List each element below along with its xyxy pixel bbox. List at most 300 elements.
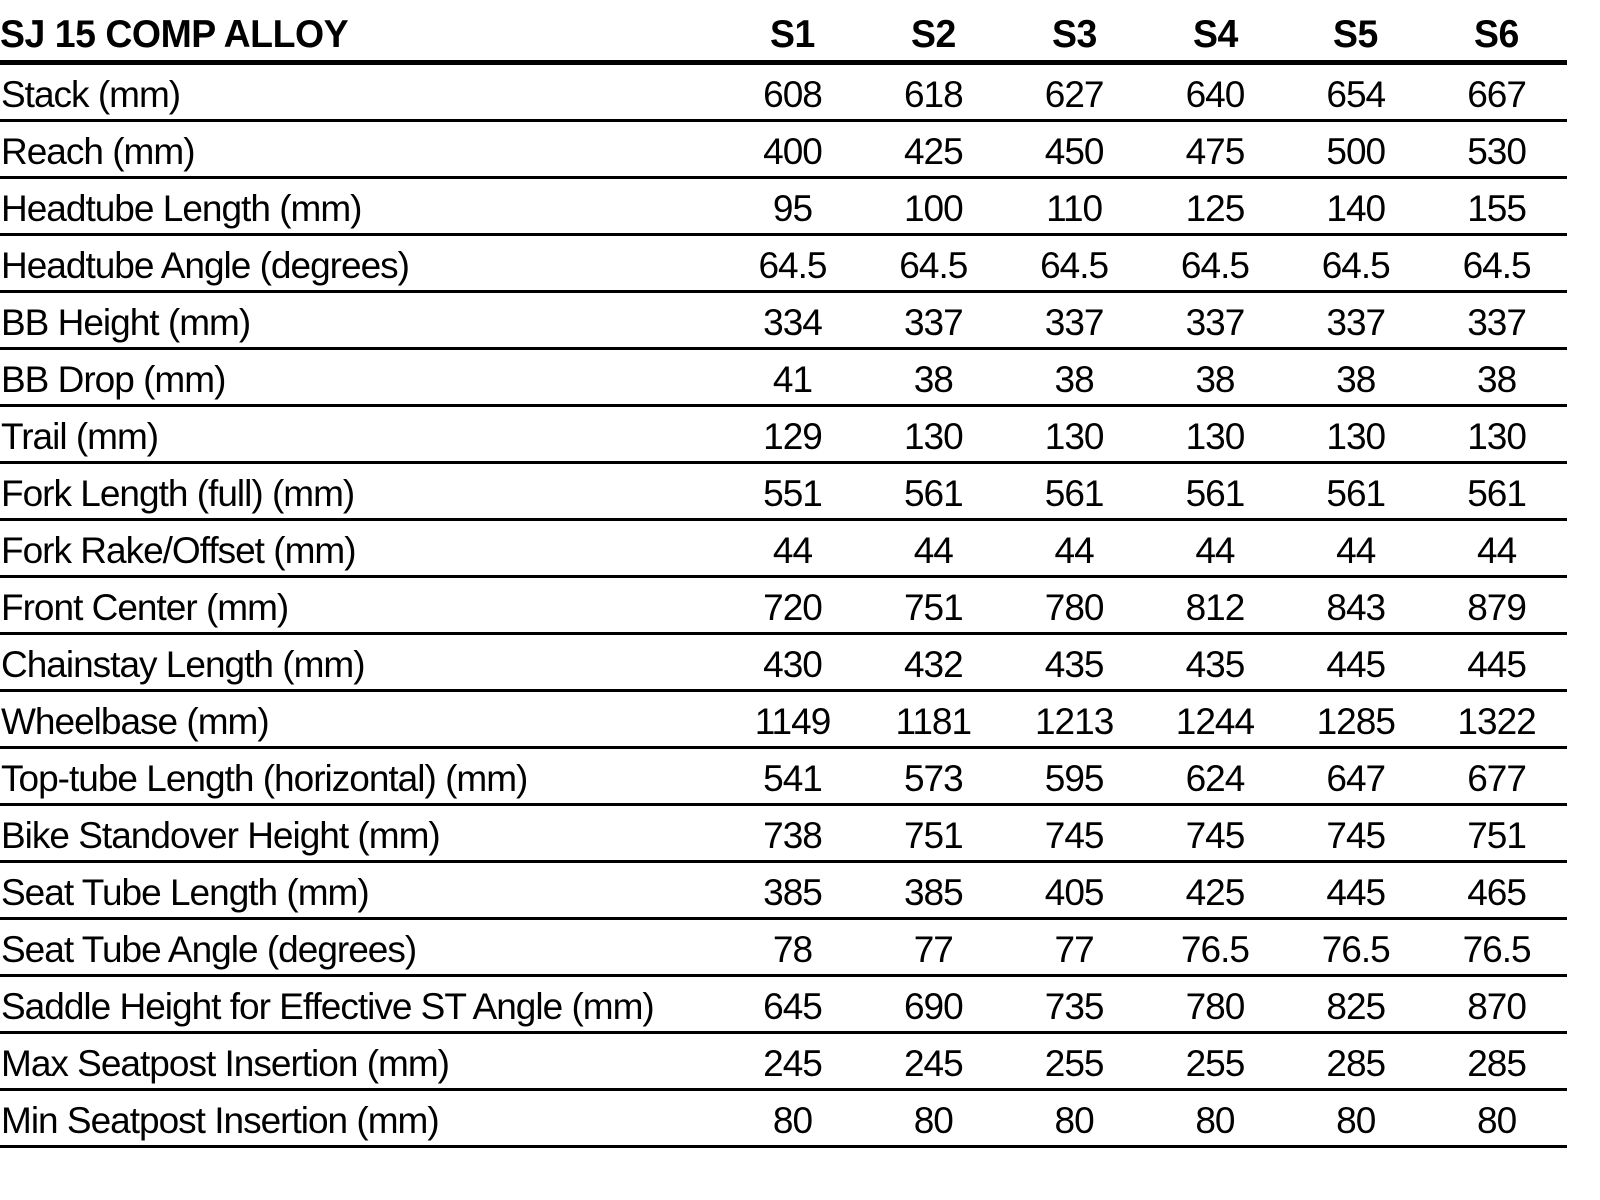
value-cell (1145, 463, 1286, 520)
row-label-text: Stack (mm) (1, 73, 181, 115)
value-cell (722, 862, 863, 919)
size-label: S4 (1192, 13, 1238, 56)
value-text: 130 (903, 415, 963, 457)
value-cell (1426, 349, 1567, 406)
row-label (0, 121, 722, 178)
row-label (0, 1090, 722, 1147)
value-text: 64.5 (1180, 244, 1249, 286)
value-text: 879 (1467, 586, 1526, 628)
table-row (0, 919, 1567, 976)
value-text: 825 (1326, 985, 1386, 1027)
row-label-text: Bike Standover Height (mm) (1, 814, 440, 856)
value-cell (1004, 463, 1145, 520)
value-text: 618 (903, 73, 963, 115)
value-text: 95 (772, 187, 813, 229)
value-cell (863, 748, 1004, 805)
value-text: 435 (1044, 643, 1104, 685)
value-text: 551 (763, 472, 822, 514)
value-cell (1004, 121, 1145, 178)
value-cell (1285, 63, 1426, 121)
value-cell (1004, 1090, 1145, 1147)
model-title-text: SJ 15 COMP ALLOY (0, 13, 349, 56)
value-cell (1426, 748, 1567, 805)
value-text: 812 (1185, 586, 1245, 628)
value-cell (863, 63, 1004, 121)
value-cell (722, 805, 863, 862)
value-text: 870 (1467, 985, 1526, 1027)
value-cell (863, 691, 1004, 748)
row-label (0, 406, 722, 463)
value-text: 435 (1185, 643, 1245, 685)
table-row (0, 805, 1567, 862)
value-text: 64.5 (758, 244, 827, 286)
value-cell (1426, 1090, 1567, 1147)
table-row (0, 349, 1567, 406)
value-text: 624 (1185, 757, 1245, 799)
value-text: 745 (1326, 814, 1386, 856)
value-text: 76.5 (1180, 928, 1249, 970)
value-cell (1426, 577, 1567, 634)
value-cell (1285, 349, 1426, 406)
value-cell (1426, 1033, 1567, 1090)
size-label: S5 (1333, 13, 1379, 56)
value-text: 720 (763, 586, 822, 628)
row-label (0, 235, 722, 292)
value-text: 1149 (754, 700, 831, 742)
value-cell (1285, 520, 1426, 577)
value-cell (1426, 805, 1567, 862)
model-title (0, 0, 722, 63)
value-cell (863, 577, 1004, 634)
value-cell (1145, 292, 1286, 349)
value-cell (863, 406, 1004, 463)
value-cell (1285, 919, 1426, 976)
value-cell (722, 178, 863, 235)
row-label-text: Headtube Length (mm) (1, 187, 362, 229)
value-text: 445 (1326, 871, 1386, 913)
table-row (0, 1090, 1567, 1147)
row-label-text: BB Drop (mm) (1, 358, 226, 400)
value-cell (1145, 1033, 1286, 1090)
value-cell (1145, 634, 1286, 691)
value-text: 44 (1336, 529, 1376, 571)
size-header-s4 (1145, 0, 1286, 63)
value-text: 654 (1326, 73, 1386, 115)
row-label (0, 463, 722, 520)
value-cell (1004, 748, 1145, 805)
value-text: 337 (1185, 301, 1245, 343)
value-text: 337 (1467, 301, 1526, 343)
size-label: S1 (770, 13, 815, 56)
value-cell (863, 178, 1004, 235)
value-cell (1426, 63, 1567, 121)
table-row (0, 63, 1567, 121)
table-row (0, 862, 1567, 919)
value-cell (1145, 121, 1286, 178)
value-text: 64.5 (1040, 244, 1109, 286)
value-cell (1004, 63, 1145, 121)
value-text: 1244 (1175, 700, 1255, 742)
value-cell (1004, 406, 1145, 463)
value-text: 780 (1185, 985, 1245, 1027)
table-row (0, 1033, 1567, 1090)
table-row (0, 121, 1567, 178)
value-cell (863, 121, 1004, 178)
size-header-s5 (1285, 0, 1426, 63)
value-cell (722, 463, 863, 520)
table-row (0, 235, 1567, 292)
value-text: 561 (903, 472, 963, 514)
row-label-text: Wheelbase (mm) (1, 700, 269, 742)
table-row (0, 691, 1567, 748)
value-text: 608 (763, 73, 822, 115)
size-label: S3 (1051, 13, 1097, 56)
row-label-text: Chainstay Length (mm) (1, 643, 365, 685)
value-text: 1322 (1457, 700, 1536, 742)
value-cell (1426, 235, 1567, 292)
value-text: 140 (1326, 187, 1386, 229)
value-text: 44 (913, 529, 953, 571)
size-label: S2 (910, 13, 956, 56)
value-text: 44 (1054, 529, 1094, 571)
value-cell (1145, 406, 1286, 463)
value-cell (1426, 292, 1567, 349)
value-text: 500 (1326, 130, 1386, 172)
value-text: 64.5 (899, 244, 968, 286)
value-cell (722, 520, 863, 577)
value-cell (1145, 63, 1286, 121)
value-text: 76.5 (1462, 928, 1531, 970)
value-text: 541 (763, 757, 822, 799)
value-text: 337 (903, 301, 963, 343)
value-text: 751 (903, 586, 963, 628)
row-label (0, 748, 722, 805)
value-text: 561 (1185, 472, 1245, 514)
value-cell (1145, 178, 1286, 235)
value-cell (1426, 520, 1567, 577)
value-cell (1285, 406, 1426, 463)
value-cell (1285, 292, 1426, 349)
value-cell (1426, 121, 1567, 178)
value-text: 465 (1467, 871, 1526, 913)
value-text: 751 (903, 814, 963, 856)
value-text: 285 (1326, 1042, 1386, 1084)
value-text: 245 (903, 1042, 963, 1084)
row-label-text: Fork Rake/Offset (mm) (1, 529, 356, 571)
value-text: 843 (1326, 586, 1386, 628)
value-cell (1426, 406, 1567, 463)
value-text: 530 (1467, 130, 1526, 172)
value-text: 738 (763, 814, 822, 856)
row-label-text: BB Height (mm) (1, 301, 251, 343)
value-cell (722, 976, 863, 1033)
row-label (0, 805, 722, 862)
row-label (0, 976, 722, 1033)
value-cell (722, 691, 863, 748)
value-text: 627 (1044, 73, 1104, 115)
value-text: 745 (1185, 814, 1245, 856)
value-text: 1181 (895, 700, 972, 742)
value-cell (722, 634, 863, 691)
value-text: 38 (1195, 358, 1235, 400)
value-cell (1426, 691, 1567, 748)
value-text: 255 (1044, 1042, 1104, 1084)
value-text: 400 (763, 130, 822, 172)
value-cell (1285, 235, 1426, 292)
value-text: 80 (1054, 1099, 1094, 1141)
value-text: 129 (763, 415, 822, 457)
value-cell (863, 862, 1004, 919)
value-text: 285 (1467, 1042, 1526, 1084)
value-text: 425 (903, 130, 963, 172)
value-cell (863, 976, 1004, 1033)
value-text: 751 (1467, 814, 1526, 856)
value-text: 255 (1185, 1042, 1245, 1084)
value-text: 41 (772, 358, 813, 400)
value-cell (863, 463, 1004, 520)
value-text: 645 (763, 985, 822, 1027)
value-cell (1285, 1090, 1426, 1147)
value-cell (863, 349, 1004, 406)
table-row (0, 976, 1567, 1033)
value-cell (1004, 805, 1145, 862)
value-cell (1004, 292, 1145, 349)
value-text: 130 (1467, 415, 1526, 457)
value-text: 430 (763, 643, 822, 685)
row-label-text: Front Center (mm) (1, 586, 289, 628)
value-text: 77 (1054, 928, 1094, 970)
value-text: 690 (903, 985, 963, 1027)
value-text: 780 (1044, 586, 1104, 628)
value-cell (722, 1033, 863, 1090)
value-cell (722, 235, 863, 292)
row-label-text: Seat Tube Angle (degrees) (1, 928, 417, 970)
value-cell (1004, 862, 1145, 919)
value-text: 80 (772, 1099, 813, 1141)
row-label (0, 1033, 722, 1090)
row-label-text: Top-tube Length (horizontal) (mm) (1, 757, 528, 799)
row-label (0, 178, 722, 235)
value-text: 475 (1185, 130, 1245, 172)
value-text: 745 (1044, 814, 1104, 856)
value-cell (722, 406, 863, 463)
value-cell (1426, 463, 1567, 520)
value-cell (863, 805, 1004, 862)
value-text: 78 (772, 928, 813, 970)
table-header (0, 0, 1567, 63)
row-label-text: Seat Tube Length (mm) (1, 871, 369, 913)
value-cell (863, 919, 1004, 976)
value-text: 80 (1336, 1099, 1376, 1141)
value-text: 130 (1326, 415, 1386, 457)
value-text: 405 (1044, 871, 1104, 913)
row-label (0, 919, 722, 976)
value-cell (1426, 976, 1567, 1033)
value-cell (1145, 862, 1286, 919)
value-cell (863, 1033, 1004, 1090)
value-text: 38 (1477, 358, 1517, 400)
value-cell (1285, 463, 1426, 520)
size-header-s2 (863, 0, 1004, 63)
row-label-text: Min Seatpost Insertion (mm) (1, 1099, 439, 1141)
row-label-text: Reach (mm) (1, 130, 195, 172)
value-cell (1285, 862, 1426, 919)
value-cell (1285, 634, 1426, 691)
value-cell (1285, 577, 1426, 634)
table-row (0, 292, 1567, 349)
value-cell (722, 577, 863, 634)
value-text: 445 (1467, 643, 1526, 685)
value-text: 334 (763, 301, 822, 343)
row-label (0, 577, 722, 634)
value-text: 667 (1467, 73, 1526, 115)
value-cell (863, 235, 1004, 292)
value-text: 130 (1185, 415, 1245, 457)
value-text: 110 (1046, 187, 1103, 229)
table-row (0, 634, 1567, 691)
row-label (0, 63, 722, 121)
value-cell (1285, 748, 1426, 805)
row-label-text: Saddle Height for Effective ST Angle (mm) (1, 985, 654, 1027)
value-text: 677 (1467, 757, 1526, 799)
value-cell (722, 63, 863, 121)
table-row (0, 463, 1567, 520)
value-text: 77 (913, 928, 953, 970)
row-label (0, 862, 722, 919)
value-text: 450 (1044, 130, 1104, 172)
row-label (0, 691, 722, 748)
size-label: S6 (1474, 13, 1519, 56)
value-text: 38 (913, 358, 953, 400)
size-header-s6 (1426, 0, 1567, 63)
size-header-s1 (722, 0, 863, 63)
value-cell (1145, 691, 1286, 748)
value-cell (1004, 634, 1145, 691)
value-text: 385 (763, 871, 822, 913)
value-text: 561 (1044, 472, 1104, 514)
value-text: 44 (1195, 529, 1235, 571)
value-text: 432 (903, 643, 963, 685)
value-text: 64.5 (1321, 244, 1390, 286)
value-cell (1004, 235, 1145, 292)
value-text: 64.5 (1462, 244, 1531, 286)
value-cell (1145, 976, 1286, 1033)
value-text: 735 (1044, 985, 1104, 1027)
value-text: 647 (1326, 757, 1386, 799)
value-text: 100 (903, 187, 963, 229)
value-cell (863, 1090, 1004, 1147)
value-text: 38 (1054, 358, 1094, 400)
value-cell (722, 919, 863, 976)
value-text: 76.5 (1321, 928, 1390, 970)
row-label-text: Max Seatpost Insertion (mm) (1, 1042, 449, 1084)
value-cell (1004, 691, 1145, 748)
table-row (0, 577, 1567, 634)
value-cell (863, 520, 1004, 577)
value-text: 337 (1044, 301, 1104, 343)
value-cell (1145, 235, 1286, 292)
value-cell (1004, 976, 1145, 1033)
value-text: 595 (1044, 757, 1104, 799)
value-cell (1004, 520, 1145, 577)
value-cell (722, 292, 863, 349)
value-text: 640 (1185, 73, 1245, 115)
value-cell (1285, 1033, 1426, 1090)
value-text: 1285 (1316, 700, 1395, 742)
value-cell (722, 748, 863, 805)
value-cell (1426, 178, 1567, 235)
value-text: 44 (1477, 529, 1517, 571)
value-text: 125 (1185, 187, 1245, 229)
value-cell (1426, 919, 1567, 976)
row-label (0, 634, 722, 691)
value-text: 38 (1336, 358, 1376, 400)
table-row (0, 406, 1567, 463)
value-cell (863, 634, 1004, 691)
row-label-text: Trail (mm) (1, 415, 159, 457)
value-cell (1145, 805, 1286, 862)
value-cell (1145, 520, 1286, 577)
header-row (0, 0, 1567, 63)
value-cell (1004, 1033, 1145, 1090)
value-text: 44 (772, 529, 813, 571)
value-cell (1004, 178, 1145, 235)
value-cell (1145, 919, 1286, 976)
value-cell (722, 121, 863, 178)
value-text: 425 (1185, 871, 1245, 913)
value-text: 155 (1467, 187, 1526, 229)
table-row (0, 748, 1567, 805)
table-row (0, 520, 1567, 577)
value-text: 1213 (1034, 700, 1114, 742)
value-text: 385 (903, 871, 963, 913)
value-cell (1004, 349, 1145, 406)
value-cell (1426, 634, 1567, 691)
size-header-s3 (1004, 0, 1145, 63)
value-cell (1285, 976, 1426, 1033)
row-label (0, 292, 722, 349)
value-text: 337 (1326, 301, 1386, 343)
value-cell (1145, 748, 1286, 805)
value-cell (1145, 1090, 1286, 1147)
row-label (0, 349, 722, 406)
row-label-text: Headtube Angle (degrees) (1, 244, 409, 286)
value-cell (722, 1090, 863, 1147)
value-text: 80 (1477, 1099, 1517, 1141)
table-row (0, 178, 1567, 235)
value-text: 130 (1044, 415, 1104, 457)
value-text: 80 (1195, 1099, 1235, 1141)
value-cell (1285, 691, 1426, 748)
value-text: 561 (1326, 472, 1386, 514)
value-cell (722, 349, 863, 406)
value-text: 80 (913, 1099, 953, 1141)
value-cell (1004, 577, 1145, 634)
value-text: 445 (1326, 643, 1386, 685)
value-cell (863, 292, 1004, 349)
row-label (0, 520, 722, 577)
table-body (0, 63, 1567, 1147)
value-cell (1145, 577, 1286, 634)
value-text: 573 (903, 757, 963, 799)
value-cell (1004, 919, 1145, 976)
row-label-text: Fork Length (full) (mm) (1, 472, 355, 514)
value-cell (1285, 178, 1426, 235)
value-cell (1426, 862, 1567, 919)
value-cell (1285, 121, 1426, 178)
value-cell (1145, 349, 1286, 406)
value-cell (1285, 805, 1426, 862)
